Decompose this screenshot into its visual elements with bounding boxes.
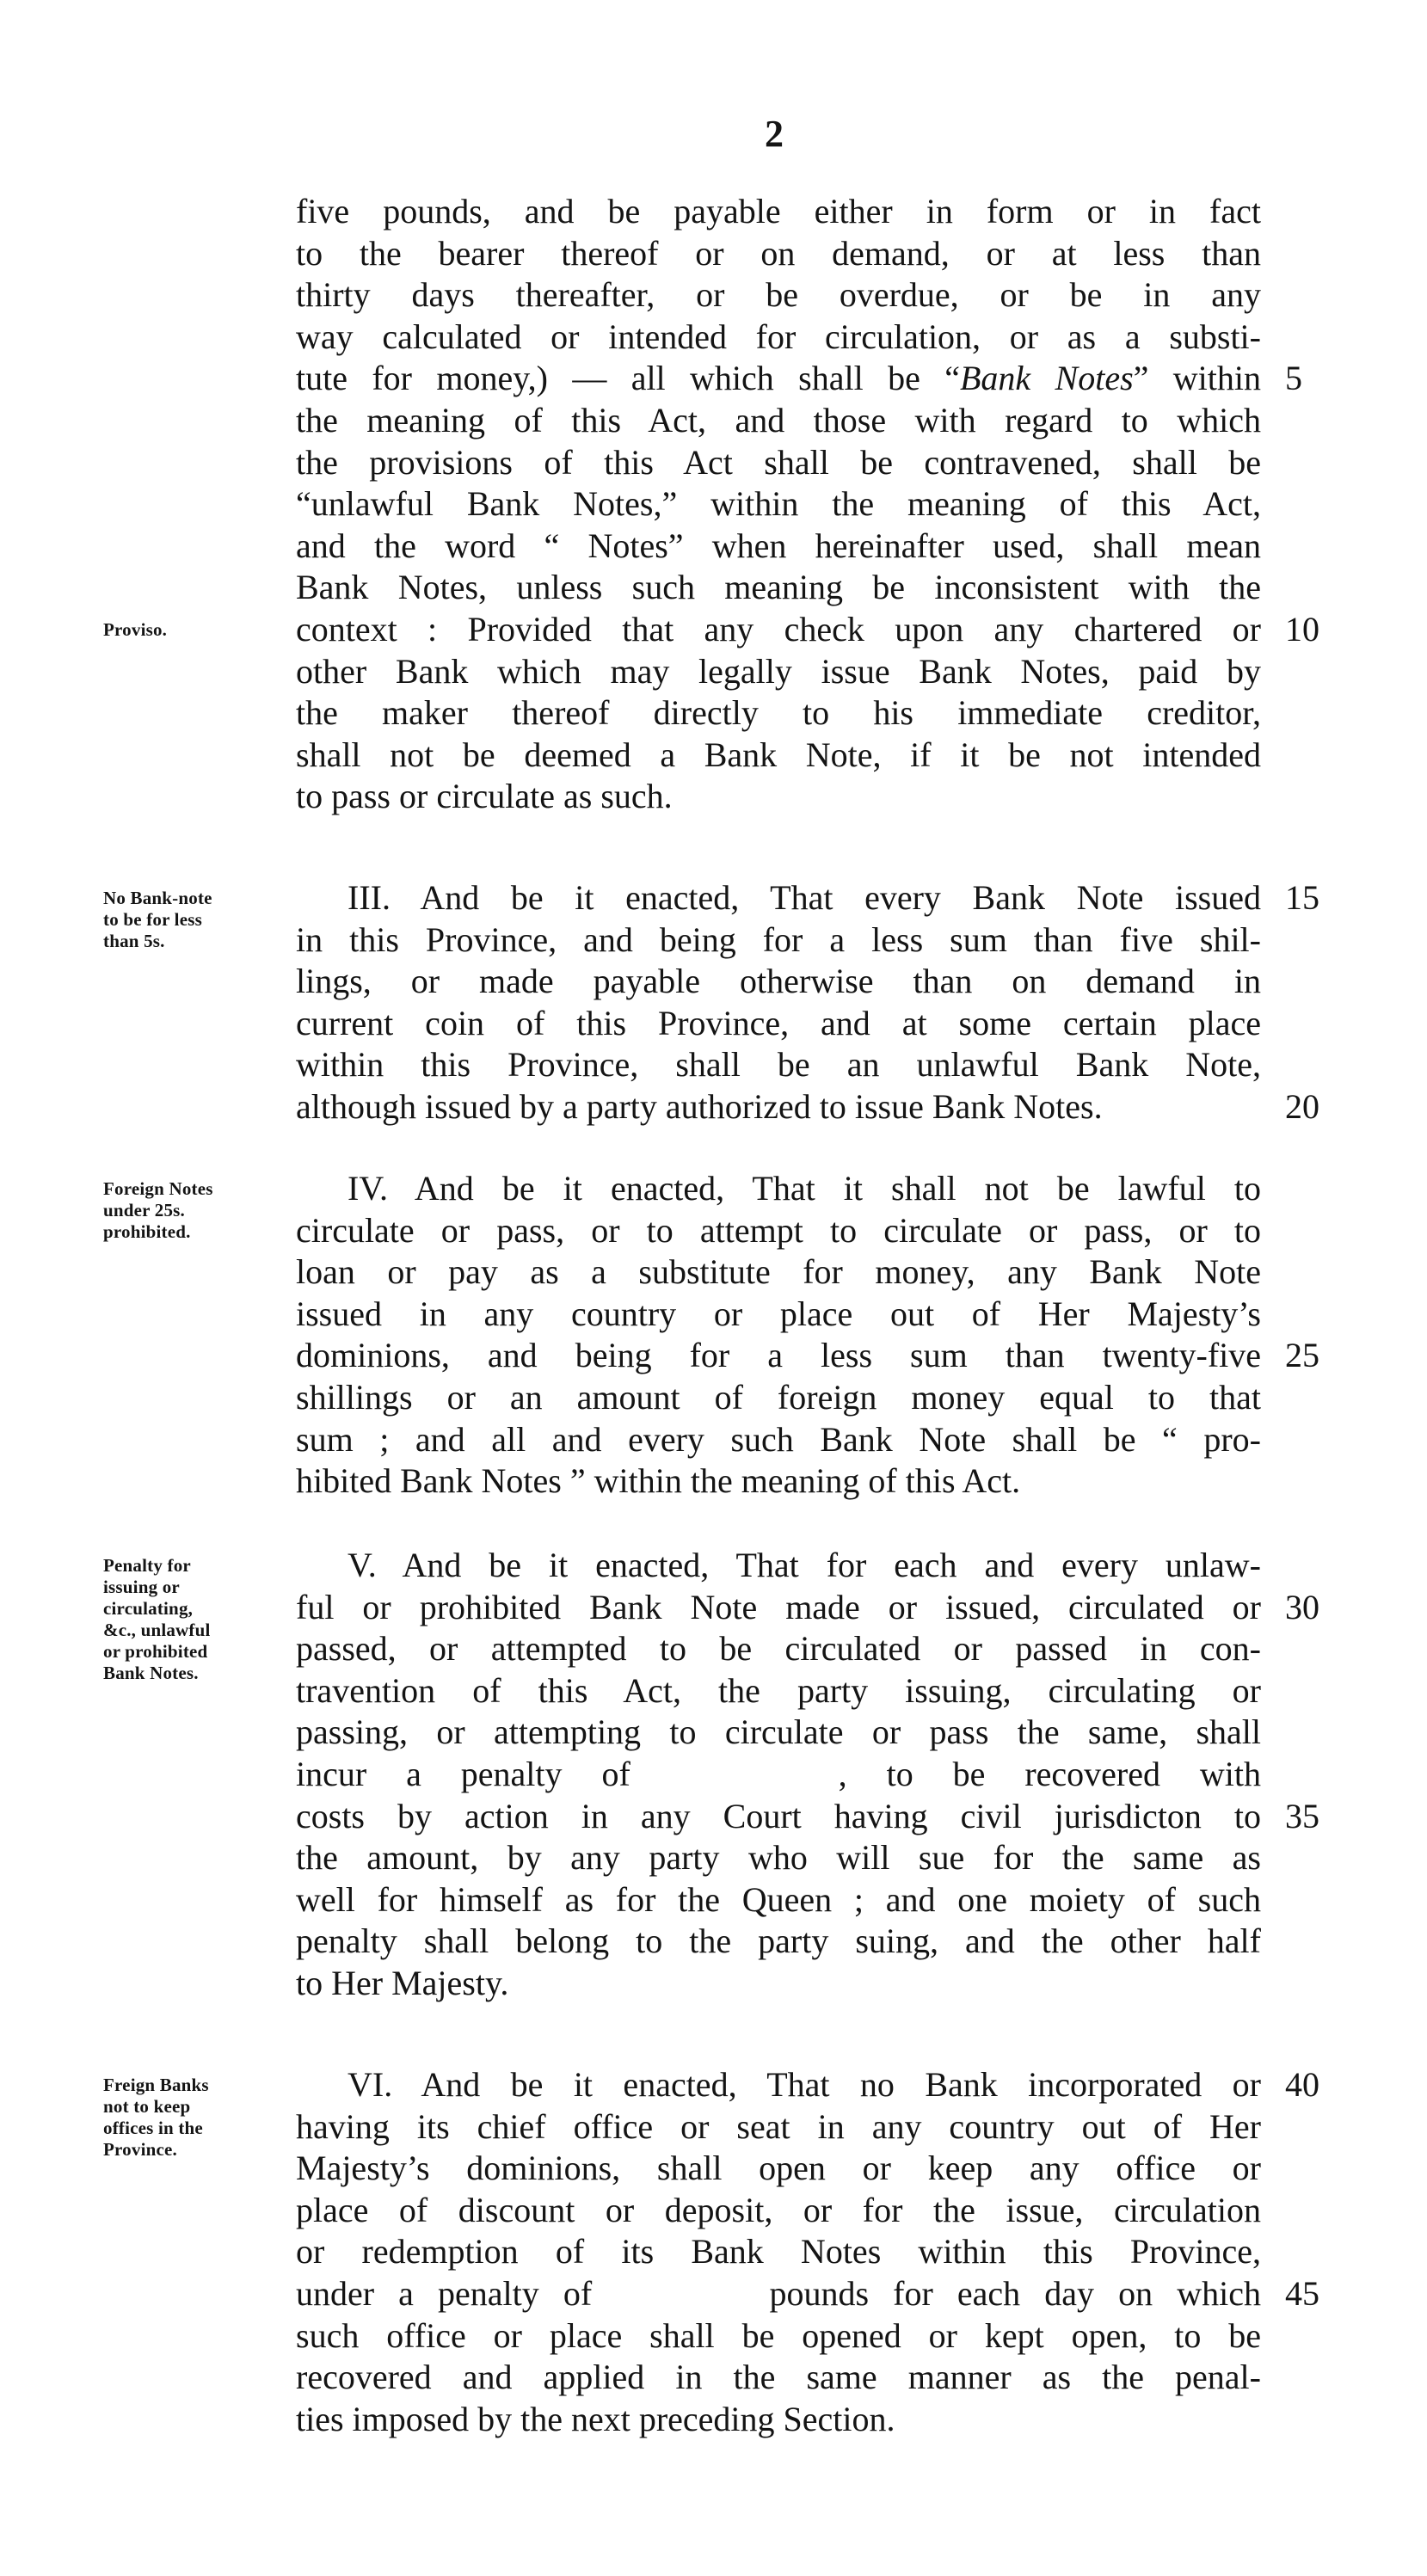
text-line <box>296 735 1261 777</box>
line-text: Majesty’s dominions, shall open or keep any office or <box>296 2149 1261 2188</box>
line-text: recovered and applied in the same manner as the penal- <box>296 2358 1261 2397</box>
line-text: passed, or attempted to be circulated or passed in con- <box>296 1629 1261 1669</box>
line-text: well for himself as for the Queen ; and one moiety of such <box>296 1879 1261 1919</box>
margin-note-line: to be for less <box>103 909 202 930</box>
margin-note-line: Bank Notes. <box>103 1663 199 1683</box>
text-line <box>296 2399 1261 2441</box>
text-line <box>296 2064 1319 2106</box>
text-line <box>296 1754 1261 1796</box>
text-line <box>296 1335 1319 1377</box>
margin-note-line: Province. <box>103 2139 177 2160</box>
line-text: V. And be it enacted, That for each and every unlaw- <box>348 1546 1261 1584</box>
line-text: tute for money,) — all which shall be “ <box>296 359 960 398</box>
text-line <box>296 1044 1261 1086</box>
text-line <box>296 1460 1261 1503</box>
line-text: the amount, by any party who will sue for the same as <box>296 1838 1261 1878</box>
margin-note-line: No Bank-note <box>103 888 212 908</box>
line-text: travention of this Act, the party issuing, circulating or <box>296 1670 1261 1710</box>
line-text: incur a penalty of <box>296 1754 630 1793</box>
margin-note-line: circulating, <box>103 1598 194 1619</box>
line-text: within this Province, shall be an unlawful Bank Note, <box>296 1045 1261 1085</box>
line-text: the meaning of this Act, and those with regard to which <box>296 400 1261 440</box>
line-text: shall not be deemed a Bank Note, if it be not intended <box>296 735 1261 774</box>
line-text: context : Provided that any check upon any chartered or <box>296 609 1261 649</box>
line-number: 40 <box>1285 2065 1319 2104</box>
line-text: having its chief office or seat in any country out of Her <box>296 2106 1261 2146</box>
margin-note-line: Foreign Notes <box>103 1178 213 1199</box>
paragraph-text <box>296 2064 1319 2440</box>
line-text: under a penalty of <box>296 2273 593 2313</box>
text-line <box>296 274 1261 317</box>
text-line <box>296 1545 1261 1587</box>
defined-term: Bank Notes <box>959 359 1134 398</box>
line-text: ” within <box>1133 359 1261 398</box>
text-line <box>296 317 1261 359</box>
line-text: to Her Majesty. <box>296 1963 509 2002</box>
text-line <box>296 567 1261 609</box>
line-text: the provisions of this Act shall be contravened, shall be <box>296 442 1261 482</box>
text-line <box>296 191 1261 233</box>
text-line <box>296 692 1261 735</box>
line-text: pounds for each day on which <box>769 2273 1262 2313</box>
line-text: ties imposed by the next preceding Section. <box>296 2399 895 2438</box>
line-number: 5 <box>1285 359 1302 398</box>
margin-note-line: offices in the <box>103 2118 203 2138</box>
text-line <box>296 2148 1261 2190</box>
line-text: costs by action in any Court having civil jurisdicton to <box>296 1796 1261 1835</box>
text-line <box>296 2315 1261 2358</box>
text-line <box>296 609 1319 651</box>
margin-note <box>103 888 288 952</box>
paragraph-text <box>296 1168 1319 1503</box>
line-text: to pass or circulate as such. <box>296 777 673 816</box>
text-line <box>296 1921 1261 1963</box>
margin-note <box>103 619 288 641</box>
line-number: 10 <box>1285 609 1319 649</box>
line-number: 30 <box>1285 1587 1319 1626</box>
margin-note <box>103 1178 288 1243</box>
margin-note-line: Proviso. <box>103 619 168 640</box>
line-text: VI. And be it enacted, That no Bank incorporated or <box>348 2065 1261 2104</box>
text-line <box>296 2231 1261 2273</box>
margin-note-line: prohibited. <box>103 1221 191 1242</box>
line-text: III. And be it enacted, That every Bank Note issued <box>348 878 1261 917</box>
text-line <box>296 1210 1261 1252</box>
text-line <box>296 1168 1261 1210</box>
text-line <box>296 400 1261 442</box>
paragraph-text <box>296 191 1319 818</box>
line-text: to the bearer thereof or on demand, or at less than <box>296 233 1261 273</box>
line-text: ful or prohibited Bank Note made or issued, circulated or <box>296 1587 1261 1626</box>
line-text: hibited Bank Notes ” within the meaning of this Act. <box>296 1461 1021 1501</box>
margin-note-line: Penalty for <box>103 1555 191 1576</box>
line-text: other Bank which may legally issue Bank Notes, paid by <box>296 651 1261 691</box>
text-line <box>296 526 1261 568</box>
margin-note-line: issuing or <box>103 1577 180 1597</box>
text-line <box>296 1003 1261 1045</box>
paragraph-text <box>296 1545 1319 2005</box>
line-text: loan or pay as a substitute for money, any Bank Note <box>296 1252 1261 1292</box>
line-number: 35 <box>1285 1796 1319 1835</box>
line-text: and the word “ Notes” when hereinafter used, shall mean <box>296 526 1261 565</box>
margin-note-line: Freign Banks <box>103 2075 209 2095</box>
line-number: 45 <box>1285 2273 1319 2313</box>
line-text: shillings or an amount of foreign money equal to that <box>296 1377 1261 1417</box>
line-text: such office or place shall be opened or kept open, to be <box>296 2315 1261 2355</box>
text-line <box>296 442 1261 484</box>
text-line <box>296 919 1261 962</box>
text-line <box>296 1879 1261 1921</box>
text-line <box>296 961 1261 1003</box>
text-line <box>296 2357 1261 2399</box>
margin-note-line: not to keep <box>103 2096 191 2117</box>
line-text: passing, or attempting to circulate or pass the same, shall <box>296 1712 1261 1752</box>
text-line <box>296 233 1261 275</box>
line-text: or redemption of its Bank Notes within this Province, <box>296 2232 1261 2272</box>
line-text: the maker thereof directly to his immediate creditor, <box>296 693 1261 733</box>
line-text: Bank Notes, unless such meaning be inconsistent with the <box>296 568 1261 607</box>
line-text: , to be recovered with <box>838 1754 1262 1793</box>
text-line <box>296 1628 1261 1670</box>
text-line <box>296 483 1261 526</box>
line-text: current coin of this Province, and at some certain place <box>296 1003 1261 1042</box>
text-line <box>296 358 1302 400</box>
line-text: place of discount or deposit, or for the issue, circulation <box>296 2190 1261 2229</box>
line-text: “unlawful Bank Notes,” within the meaning of this Act, <box>296 484 1261 524</box>
text-line <box>296 1796 1319 1838</box>
line-number: 25 <box>1285 1336 1319 1375</box>
margin-note-line: than 5s. <box>103 931 165 951</box>
line-text: in this Province, and being for a less sum than five shil- <box>296 919 1261 959</box>
margin-note-line: or prohibited <box>103 1641 208 1662</box>
paragraph-text <box>296 877 1319 1128</box>
margin-note <box>103 1555 288 1684</box>
text-line <box>296 776 1261 818</box>
text-line <box>296 1294 1261 1336</box>
text-line <box>296 2190 1261 2232</box>
text-line <box>296 1086 1319 1128</box>
line-number: 20 <box>1285 1086 1319 1126</box>
line-text: dominions, and being for a less sum than twenty-five <box>296 1336 1261 1375</box>
line-text: penalty shall belong to the party suing, and the other half <box>296 1921 1261 1961</box>
line-text: sum ; and all and every such Bank Note shall be “ pro- <box>296 1419 1261 1459</box>
text-line <box>296 2273 1319 2315</box>
line-text: issued in any country or place out of Her Majesty’s <box>296 1294 1261 1333</box>
text-line <box>296 2106 1261 2149</box>
text-line <box>296 1251 1261 1294</box>
line-text: lings, or made payable otherwise than on demand in <box>296 962 1261 1001</box>
text-line <box>296 1837 1261 1879</box>
margin-note <box>103 2075 288 2161</box>
page-number: 2 <box>765 113 784 155</box>
text-line <box>296 1377 1261 1419</box>
line-text: IV. And be it enacted, That it shall not be lawful to <box>348 1169 1261 1208</box>
line-text: circulate or pass, or to attempt to circulate or pass, or to <box>296 1210 1261 1250</box>
margin-note-line: under 25s. <box>103 1200 185 1220</box>
line-text: thirty days thereafter, or be overdue, or be in any <box>296 275 1261 315</box>
text-line <box>296 1963 1261 2005</box>
text-line <box>296 1712 1261 1754</box>
line-number: 15 <box>1285 878 1319 917</box>
text-line <box>296 651 1261 693</box>
text-line <box>296 1587 1319 1629</box>
line-text: five pounds, and be payable either in form or in fact <box>296 192 1261 231</box>
line-text: although issued by a party authorized to issue Bank Notes. <box>296 1086 1103 1126</box>
text-line <box>296 1670 1261 1712</box>
text-line <box>296 1419 1261 1461</box>
line-text: way calculated or intended for circulation, or as a substi- <box>296 317 1261 356</box>
margin-note-line: &c., unlawful <box>103 1620 211 1640</box>
text-line <box>296 877 1319 919</box>
